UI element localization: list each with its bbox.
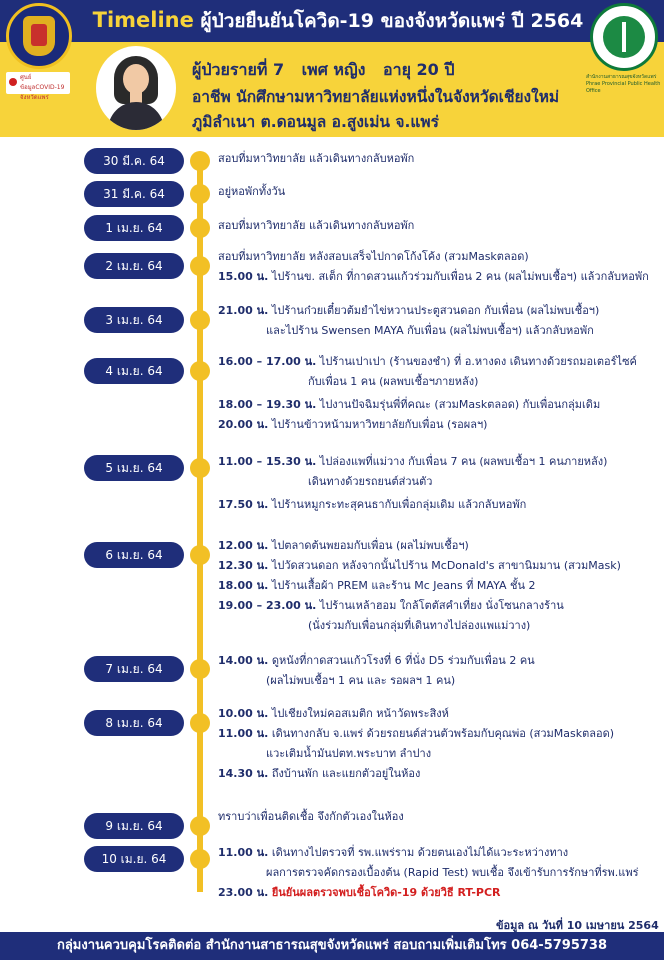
event-text: เดินทางไปตรวจที่ รพ.แพร่ราม ด้วยตนเองไม่ได้แวะระหว่างทาง [271, 846, 569, 859]
date-pill: 4 เม.ย. 64 [84, 358, 184, 384]
timeline-dot [190, 713, 210, 733]
patient-sex: เพศ หญิง [301, 60, 366, 79]
event-time: 10.00 น. [218, 707, 269, 720]
event-time: 17.50 น. [218, 498, 269, 511]
event-text: ไปร้านเสื้อผ้า PREM และร้าน Mc Jeans ที่ MAYA ชั้น 2 [271, 579, 536, 592]
health-office-caption: สำนักงานสาธารณสุขจังหวัดแพร่ Phrae Provincial Public Health Office [586, 74, 661, 94]
timeline-event [218, 250, 529, 264]
date-pill: 31 มี.ค. 64 [84, 181, 184, 207]
event-text: เดินทางกลับ จ.แพร่ ด้วยรถยนต์ส่วนตัวพร้อมกับคุณพ่อ (สวมMaskตลอด) [271, 727, 615, 740]
timeline-event [218, 398, 600, 412]
event-text: สอบที่มหาวิทยาลัย แล้วเดินทางกลับหอพัก [218, 152, 415, 165]
timeline-event [218, 654, 535, 668]
event-text: ถึงบ้านพัก และแยกตัวอยู่ในห้อง [271, 767, 421, 780]
title-text: ผู้ป่วยยืนยันโควิด-19 ของจังหวัดแพร่ ปี 2564 [200, 10, 584, 32]
timeline-event [218, 455, 607, 469]
event-text: ไปงานปัจฉิมรุ่นพี่ที่คณะ (สวมMaskตลอด) กับเพื่อนกลุ่มเดิม [319, 398, 601, 411]
timeline-event [218, 270, 649, 284]
timeline-event [218, 599, 564, 613]
timeline-dot [190, 151, 210, 171]
timeline-dot [190, 310, 210, 330]
date-pill: 5 เม.ย. 64 [84, 455, 184, 481]
event-text: ผลการตรวจคัดกรองเบื้องต้น (Rapid Test) พบเชื้อ จึงเข้ารับการรักษาที่รพ.แพร่ [266, 866, 639, 879]
timeline-dot [190, 659, 210, 679]
timeline-dot [190, 545, 210, 565]
event-text: เดินทางด้วยรถยนต์ส่วนตัว [308, 475, 433, 488]
date-pill: 3 เม.ย. 64 [84, 307, 184, 333]
timeline-dot [190, 816, 210, 836]
timeline-event [218, 498, 526, 512]
patient-line-1 [192, 58, 612, 83]
event-time: 12.30 น. [218, 559, 269, 572]
timeline-event [218, 559, 621, 573]
event-text: ทราบว่าเพื่อนติดเชื้อ จึงกักตัวเองในห้อง [218, 810, 404, 823]
event-text: แวะเติมน้ำมันปตท.พระบาท ลำปาง [266, 747, 432, 760]
timeline-event [218, 846, 568, 860]
event-time: 14.00 น. [218, 654, 269, 667]
timeline-event [218, 707, 449, 721]
event-text: ไปร้านเหล้าฮอม ใกล้โตตัสคำเที่ยง นั่งโซนกลางร้าน [319, 599, 564, 612]
covid-data-center-caption: ศูนย์ข้อมูลCOVID-19 จังหวัดแพร่ [20, 74, 65, 101]
timeline-dot [190, 184, 210, 204]
event-text: ไปเชียงใหม่คอสเมติก หน้าวัดพระสิงห์ [271, 707, 449, 720]
date-pill: 9 เม.ย. 64 [84, 813, 184, 839]
footer-contact: กลุ่มงานควบคุมโรคติดต่อ สำนักงานสาธารณสุขจังหวัดแพร่ สอบถามเพิ่มเติมโทร 064-5795738 [0, 932, 664, 960]
timeline-event [308, 475, 432, 489]
date-pill: 1 เม.ย. 64 [84, 215, 184, 241]
event-text: (ผลไม่พบเชื้อฯ 1 คน และ รอผลฯ 1 คน) [266, 674, 456, 687]
timeline-event [266, 674, 455, 688]
page-title [78, 6, 598, 36]
event-text: กับเพื่อน 1 คน (ผลพบเชื้อฯภายหลัง) [308, 375, 479, 388]
event-text: ไปวัดสวนดอก หลังจากนั้นไปร้าน McDonald's สาขานิมมาน (สวมMask) [271, 559, 621, 572]
event-text: ไปร้านข. สเต็ก ที่กาดสวนแก้วร่วมกับเพื่อน 2 คน (ผลไม่พบเชื้อฯ) แล้วกลับหอพัก [271, 270, 649, 283]
timeline-event [218, 219, 414, 233]
event-text: ไปร้านเปาเปา (ร้านของชำ) ที่ อ.หางดง เดินทางด้วยรถมอเตอร์ไซค์ [319, 355, 637, 368]
timeline-event [266, 747, 431, 761]
event-time: 18.00 น. [218, 579, 269, 592]
timeline-event [218, 152, 414, 166]
title-highlight: Timeline [92, 8, 194, 32]
date-pill: 2 เม.ย. 64 [84, 253, 184, 279]
timeline-event [266, 866, 639, 880]
event-time: 14.30 น. [218, 767, 269, 780]
event-time: 11.00 – 15.30 น. [218, 455, 317, 468]
event-time: 20.00 น. [218, 418, 269, 431]
patient-age: อายุ 20 ปี [382, 60, 455, 79]
event-text: อยู่หอพักทั้งวัน [218, 185, 286, 198]
data-as-of: ข้อมูล ณ วันที่ 10 เมษายน 2564 [496, 919, 659, 932]
event-text: ไปร้านก๋วยเตี๋ยวต้มยำไข่หวานประตูสวนดอก กับเพื่อน (ผลไม่พบเชื้อฯ) [271, 304, 600, 317]
timeline-event [218, 727, 614, 741]
event-text: ดูหนังที่กาดสวนแก้วโรงที่ 6 ที่นั่ง D5 ร่วมกับเพื่อน 2 คน [271, 654, 535, 667]
timeline-event [218, 355, 637, 369]
header-banner [0, 0, 664, 137]
event-text: ไปล่องแพที่แม่วาง กับเพื่อน 7 คน (ผลพบเชื้อฯ 1 คนภายหลัง) [319, 455, 608, 468]
timeline-event [218, 185, 285, 199]
timeline-event [218, 539, 469, 553]
timeline-dot [190, 256, 210, 276]
date-pill: 10 เม.ย. 64 [84, 846, 184, 872]
timeline-dot [190, 458, 210, 478]
event-text: ไปร้านหมูกระทะสุคนธากับเพื่อกลุ่มเดิม แล้วกลับหอพัก [271, 498, 527, 511]
timeline-event [266, 324, 594, 338]
event-text: (นั่งร่วมกับเพื่อนกลุ่มที่เดินทางไปล่องแพแม่วาง) [308, 619, 531, 632]
timeline-event [218, 304, 599, 318]
timeline-dot [190, 849, 210, 869]
event-text: ไปร้านข้าวหน้ามหาวิทยาลัยกับเพื่อน (รอผลฯ) [271, 418, 488, 431]
date-pill: 8 เม.ย. 64 [84, 710, 184, 736]
timeline-event [308, 375, 478, 389]
timeline-event [308, 619, 530, 633]
timeline-event [218, 579, 535, 593]
covid-data-center-tag [6, 72, 70, 101]
event-time: 23.00 น. [218, 886, 269, 899]
event-time: 18.00 – 19.30 น. [218, 398, 317, 411]
date-pill: 6 เม.ย. 64 [84, 542, 184, 568]
event-time: 16.00 – 17.00 น. [218, 355, 317, 368]
event-text: ยืนยันผลตรวจพบเชื้อโควิด-19 ด้วยวิธี RT-PCR [271, 886, 501, 899]
timeline-event [218, 886, 501, 900]
event-time: 12.00 น. [218, 539, 269, 552]
date-pill: 7 เม.ย. 64 [84, 656, 184, 682]
date-pill: 30 มี.ค. 64 [84, 148, 184, 174]
event-text: สอบที่มหาวิทยาลัย หลังสอบเสร็จไปกาดโก้งโค้ง (สวมMaskตลอด) [218, 250, 529, 263]
timeline-event [218, 767, 420, 781]
timeline-event [218, 418, 487, 432]
timeline-event [218, 810, 404, 824]
event-time: 11.00 น. [218, 846, 269, 859]
event-time: 19.00 – 23.00 น. [218, 599, 317, 612]
patient-number: ผู้ป่วยรายที่ 7 [192, 60, 285, 79]
timeline-dot [190, 218, 210, 238]
patient-hometown: ภูมิลำเนา ต.ดอนมูล อ.สูงเม่น จ.แพร่ [192, 113, 439, 131]
patient-avatar [96, 46, 176, 130]
event-time: 15.00 น. [218, 270, 269, 283]
event-text: สอบที่มหาวิทยาลัย แล้วเดินทางกลับหอพัก [218, 219, 415, 232]
event-time: 21.00 น. [218, 304, 269, 317]
event-text: และไปร้าน Swensen MAYA กับเพื่อน (ผลไม่พบเชื้อฯ) แล้วกลับหอพัก [266, 324, 594, 337]
event-time: 11.00 น. [218, 727, 269, 740]
event-text: ไปตลาดต้นพยอมกับเพื่อน (ผลไม่พบเชื้อฯ) [271, 539, 469, 552]
provincial-emblem-icon [6, 3, 72, 69]
timeline-dot [190, 361, 210, 381]
patient-occupation: อาชีพ นักศึกษามหาวิทยาลัยแห่งหนึ่งในจังหวัดเชียงใหม่ [192, 88, 560, 106]
